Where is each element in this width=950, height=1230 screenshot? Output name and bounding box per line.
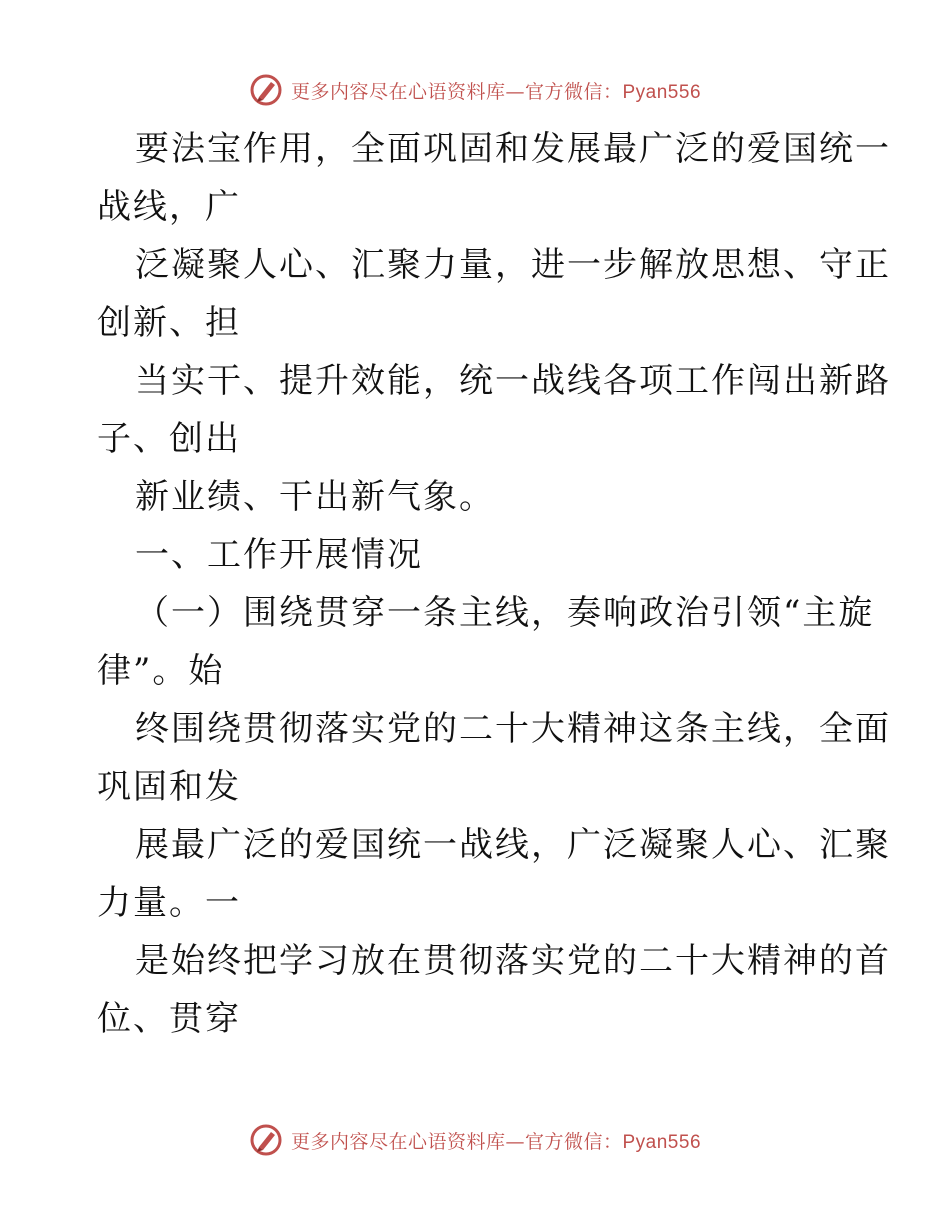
text-line: 是始终把学习放在贯彻落实党的二十大精神的首 [135,941,891,981]
text-line: 泛凝聚人心、汇聚力量，进一步解放思想、守正 [135,245,891,285]
wechat-id: Pyan556 [622,1131,702,1153]
pen-logo-icon [249,1123,283,1157]
text-line: 终围绕贯彻落实党的二十大精神这条主线，全面 [135,709,891,749]
text-line: 战线，广 [97,187,241,227]
text-line: （一）围绕贯穿一条主线，奏响政治引领“主旋 [135,593,875,633]
text-line: 当实干、提升效能，统一战线各项工作闯出新路 [135,361,891,401]
banner-text: 更多内容尽在心语资料库—官方微信：Pyan556 [290,1130,702,1153]
wechat-id: Pyan556 [622,81,702,103]
text-line: 子、创出 [97,419,241,459]
text-line: 创新、担 [97,303,241,343]
footer-watermark-banner [0,1120,950,1160]
header-watermark-banner [0,70,950,110]
banner-text: 更多内容尽在心语资料库—官方微信：Pyan556 [290,80,702,103]
text-line: 展最广泛的爱国统一战线，广泛凝聚人心、汇聚 [135,825,891,865]
text-line: 要法宝作用，全面巩固和发展最广泛的爱国统一 [135,129,891,169]
pen-logo-icon [249,73,283,107]
text-line: 位、贯穿 [97,999,241,1039]
text-line: 力量。一 [97,883,241,923]
text-line: 新业绩、干出新气象。 [135,477,495,517]
text-line: 一、工作开展情况 [135,535,423,575]
document-body [97,120,891,1048]
text-line: 律”。始 [97,651,225,691]
text-line: 巩固和发 [97,767,241,807]
